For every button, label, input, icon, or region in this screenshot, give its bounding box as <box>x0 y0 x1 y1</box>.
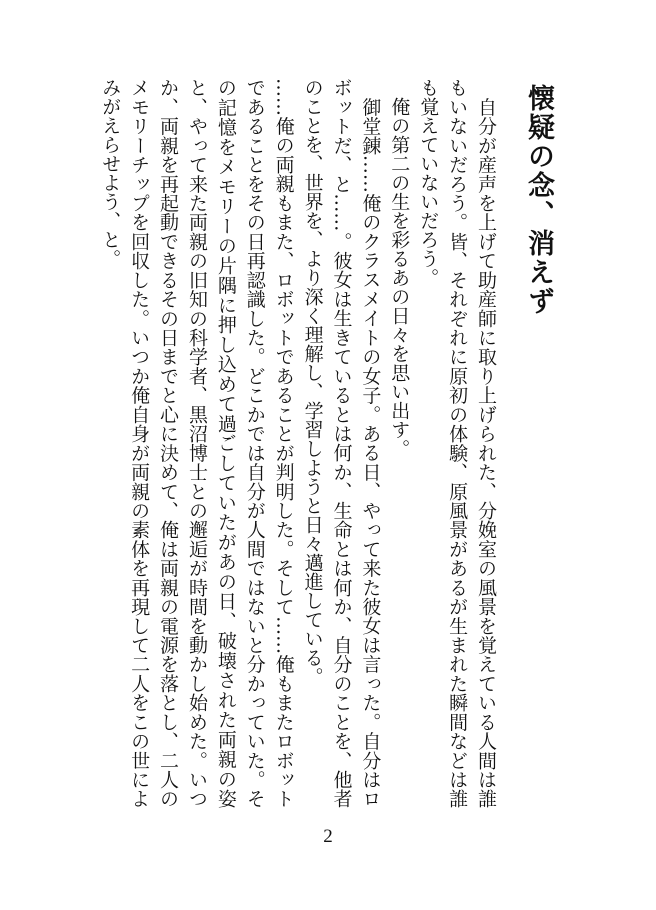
page-number: 2 <box>323 826 333 847</box>
paragraph-text: 御堂錬……俺のクラスメイトの女子。ある日、やって来た彼女は言った。自分はロボットだ、と……。彼女は生きているとは何か、生命とは何か、自分のことを、他者のことを、世界を、より深く理解し、学習しようと日々邁進している。 <box>301 78 382 809</box>
chapter-title: 懐疑の念、消えず <box>523 84 554 316</box>
paragraph-text: 俺の第二の生を彩るあの日々を思い出す。 <box>388 97 411 458</box>
paragraph <box>298 78 385 808</box>
paragraph <box>384 78 413 808</box>
paragraph <box>95 78 297 808</box>
vertical-text-body <box>95 78 556 808</box>
paragraph-text: 自分が産声を上げて助産師に取り上げられた、分娩室の風景を覚えている人間は誰もいないだろう。皆、それぞれに原初の体験、原風景があるが生まれた瞬間などは誰も覚えていないだろう。 <box>417 78 497 809</box>
paragraph-text: ……俺の両親もまた、ロボットであることが判明した。そして……俺もまたロボットであることをその日再認識した。どこかでは自分が人間ではないと分かっていた。その記憶をメモリーの片隅に押し込めて過ごしていたがあの日、破壊された両親の姿と、やって来た両親の旧知の科学者、黒沼博士との邂逅が時間を動かし始めた。いつか、両親を再起動できるその日までと心に決めて、俺は両親の電源を落とし、二人のメモリーチップを回収した。いつか俺自身が両親の素体を再現して二人をこの世によみがえらせよう、と。 <box>99 78 295 808</box>
paragraph <box>413 78 500 808</box>
